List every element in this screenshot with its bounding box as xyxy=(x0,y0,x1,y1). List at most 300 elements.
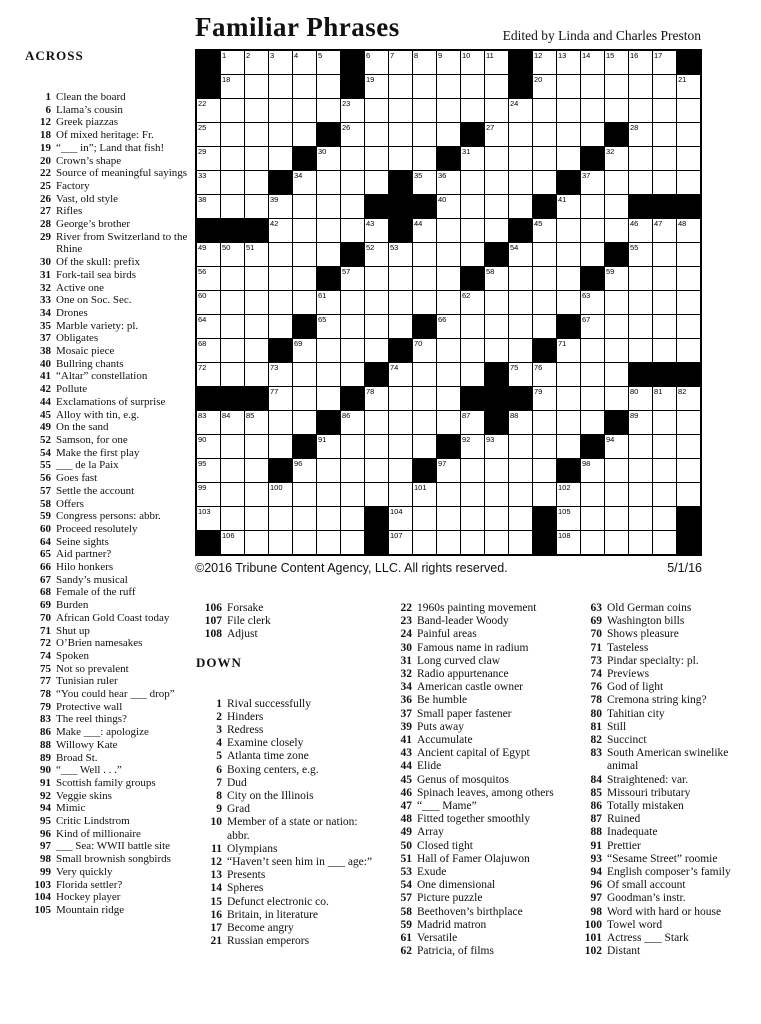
grid-cell[interactable] xyxy=(437,363,460,386)
grid-cell[interactable] xyxy=(197,459,220,482)
grid-cell[interactable] xyxy=(245,459,268,482)
grid-cell[interactable] xyxy=(413,291,436,314)
grid-cell[interactable] xyxy=(461,411,484,434)
grid-cell[interactable] xyxy=(413,51,436,74)
grid-cell[interactable] xyxy=(485,99,508,122)
grid-cell[interactable] xyxy=(629,75,652,98)
grid-cell[interactable] xyxy=(533,147,556,170)
grid-cell[interactable] xyxy=(365,411,388,434)
grid-cell[interactable] xyxy=(413,387,436,410)
grid-cell[interactable] xyxy=(677,243,700,266)
grid-cell[interactable] xyxy=(269,219,292,242)
grid-cell[interactable] xyxy=(197,267,220,290)
grid-cell[interactable] xyxy=(245,99,268,122)
grid-cell[interactable] xyxy=(317,171,340,194)
grid-cell[interactable] xyxy=(437,123,460,146)
grid-cell[interactable] xyxy=(557,507,580,530)
grid-cell[interactable] xyxy=(293,387,316,410)
grid-cell[interactable] xyxy=(413,147,436,170)
grid-cell[interactable] xyxy=(317,387,340,410)
grid-cell[interactable] xyxy=(389,411,412,434)
grid-cell[interactable] xyxy=(221,411,244,434)
grid-cell[interactable] xyxy=(221,267,244,290)
grid-cell[interactable] xyxy=(653,171,676,194)
grid-cell[interactable] xyxy=(413,75,436,98)
grid-cell[interactable] xyxy=(677,99,700,122)
grid-cell[interactable] xyxy=(341,531,364,554)
grid-cell[interactable] xyxy=(269,411,292,434)
grid-cell[interactable] xyxy=(485,123,508,146)
grid-cell[interactable] xyxy=(557,51,580,74)
grid-cell[interactable] xyxy=(245,123,268,146)
grid-cell[interactable] xyxy=(605,435,628,458)
grid-cell[interactable] xyxy=(317,243,340,266)
grid-cell[interactable] xyxy=(461,363,484,386)
grid-cell[interactable] xyxy=(389,531,412,554)
grid-cell[interactable] xyxy=(461,483,484,506)
grid-cell[interactable] xyxy=(653,483,676,506)
grid-cell[interactable] xyxy=(509,339,532,362)
grid-cell[interactable] xyxy=(677,171,700,194)
grid-cell[interactable] xyxy=(245,483,268,506)
grid-cell[interactable] xyxy=(629,387,652,410)
grid-cell[interactable] xyxy=(245,75,268,98)
grid-cell[interactable] xyxy=(653,99,676,122)
grid-cell[interactable] xyxy=(581,507,604,530)
grid-cell[interactable] xyxy=(605,339,628,362)
grid-cell[interactable] xyxy=(269,483,292,506)
grid-cell[interactable] xyxy=(629,435,652,458)
grid-cell[interactable] xyxy=(629,315,652,338)
grid-cell[interactable] xyxy=(413,531,436,554)
grid-cell[interactable] xyxy=(533,243,556,266)
grid-cell[interactable] xyxy=(461,291,484,314)
grid-cell[interactable] xyxy=(581,99,604,122)
grid-cell[interactable] xyxy=(653,531,676,554)
grid-cell[interactable] xyxy=(365,267,388,290)
grid-cell[interactable] xyxy=(389,75,412,98)
grid-cell[interactable] xyxy=(197,435,220,458)
grid-cell[interactable] xyxy=(557,267,580,290)
grid-cell[interactable] xyxy=(293,243,316,266)
grid-cell[interactable] xyxy=(509,171,532,194)
grid-cell[interactable] xyxy=(245,339,268,362)
grid-cell[interactable] xyxy=(293,195,316,218)
grid-cell[interactable] xyxy=(341,339,364,362)
grid-cell[interactable] xyxy=(605,99,628,122)
grid-cell[interactable] xyxy=(293,531,316,554)
grid-cell[interactable] xyxy=(341,363,364,386)
grid-cell[interactable] xyxy=(629,219,652,242)
grid-cell[interactable] xyxy=(293,99,316,122)
grid-cell[interactable] xyxy=(485,315,508,338)
grid-cell[interactable] xyxy=(317,507,340,530)
grid-cell[interactable] xyxy=(629,411,652,434)
grid-cell[interactable] xyxy=(269,99,292,122)
grid-cell[interactable] xyxy=(197,339,220,362)
grid-cell[interactable] xyxy=(461,315,484,338)
grid-cell[interactable] xyxy=(581,123,604,146)
grid-cell[interactable] xyxy=(533,459,556,482)
grid-cell[interactable] xyxy=(317,531,340,554)
grid-cell[interactable] xyxy=(221,363,244,386)
grid-cell[interactable] xyxy=(197,507,220,530)
grid-cell[interactable] xyxy=(557,531,580,554)
grid-cell[interactable] xyxy=(365,123,388,146)
grid-cell[interactable] xyxy=(365,51,388,74)
grid-cell[interactable] xyxy=(221,459,244,482)
grid-cell[interactable] xyxy=(653,315,676,338)
grid-cell[interactable] xyxy=(533,411,556,434)
grid-cell[interactable] xyxy=(365,171,388,194)
grid-cell[interactable] xyxy=(605,75,628,98)
grid-cell[interactable] xyxy=(629,483,652,506)
grid-cell[interactable] xyxy=(581,459,604,482)
grid-cell[interactable] xyxy=(413,123,436,146)
grid-cell[interactable] xyxy=(197,99,220,122)
grid-cell[interactable] xyxy=(605,387,628,410)
grid-cell[interactable] xyxy=(533,291,556,314)
grid-cell[interactable] xyxy=(293,459,316,482)
grid-cell[interactable] xyxy=(581,291,604,314)
grid-cell[interactable] xyxy=(413,435,436,458)
grid-cell[interactable] xyxy=(509,267,532,290)
grid-cell[interactable] xyxy=(365,483,388,506)
grid-cell[interactable] xyxy=(653,411,676,434)
grid-cell[interactable] xyxy=(485,459,508,482)
grid-cell[interactable] xyxy=(509,99,532,122)
grid-cell[interactable] xyxy=(221,315,244,338)
grid-cell[interactable] xyxy=(485,195,508,218)
grid-cell[interactable] xyxy=(341,267,364,290)
grid-cell[interactable] xyxy=(437,531,460,554)
grid-cell[interactable] xyxy=(581,363,604,386)
grid-cell[interactable] xyxy=(269,315,292,338)
grid-cell[interactable] xyxy=(437,99,460,122)
grid-cell[interactable] xyxy=(461,507,484,530)
grid-cell[interactable] xyxy=(677,147,700,170)
grid-cell[interactable] xyxy=(389,99,412,122)
grid-cell[interactable] xyxy=(293,339,316,362)
grid-cell[interactable] xyxy=(341,171,364,194)
grid-cell[interactable] xyxy=(245,291,268,314)
grid-cell[interactable] xyxy=(389,507,412,530)
grid-cell[interactable] xyxy=(341,315,364,338)
grid-cell[interactable] xyxy=(581,531,604,554)
grid-cell[interactable] xyxy=(413,339,436,362)
grid-cell[interactable] xyxy=(437,483,460,506)
grid-cell[interactable] xyxy=(629,51,652,74)
grid-cell[interactable] xyxy=(653,147,676,170)
grid-cell[interactable] xyxy=(437,291,460,314)
grid-cell[interactable] xyxy=(677,291,700,314)
grid-cell[interactable] xyxy=(317,363,340,386)
grid-cell[interactable] xyxy=(317,195,340,218)
grid-cell[interactable] xyxy=(629,123,652,146)
grid-cell[interactable] xyxy=(677,267,700,290)
grid-cell[interactable] xyxy=(341,195,364,218)
grid-cell[interactable] xyxy=(413,243,436,266)
grid-cell[interactable] xyxy=(653,123,676,146)
grid-cell[interactable] xyxy=(557,243,580,266)
grid-cell[interactable] xyxy=(605,171,628,194)
grid-cell[interactable] xyxy=(365,315,388,338)
grid-cell[interactable] xyxy=(269,531,292,554)
grid-cell[interactable] xyxy=(365,459,388,482)
grid-cell[interactable] xyxy=(269,435,292,458)
grid-cell[interactable] xyxy=(485,531,508,554)
grid-cell[interactable] xyxy=(533,363,556,386)
grid-cell[interactable] xyxy=(341,99,364,122)
grid-cell[interactable] xyxy=(341,435,364,458)
grid-cell[interactable] xyxy=(461,531,484,554)
grid-cell[interactable] xyxy=(341,123,364,146)
grid-cell[interactable] xyxy=(557,435,580,458)
grid-cell[interactable] xyxy=(341,147,364,170)
grid-cell[interactable] xyxy=(221,147,244,170)
grid-cell[interactable] xyxy=(581,483,604,506)
grid-cell[interactable] xyxy=(653,243,676,266)
grid-cell[interactable] xyxy=(557,483,580,506)
grid-cell[interactable] xyxy=(245,267,268,290)
grid-cell[interactable] xyxy=(365,75,388,98)
grid-cell[interactable] xyxy=(581,243,604,266)
grid-cell[interactable] xyxy=(485,51,508,74)
grid-cell[interactable] xyxy=(677,483,700,506)
grid-cell[interactable] xyxy=(365,339,388,362)
grid-cell[interactable] xyxy=(317,99,340,122)
grid-cell[interactable] xyxy=(221,75,244,98)
grid-cell[interactable] xyxy=(509,315,532,338)
grid-cell[interactable] xyxy=(509,411,532,434)
grid-cell[interactable] xyxy=(221,507,244,530)
grid-cell[interactable] xyxy=(581,219,604,242)
grid-cell[interactable] xyxy=(197,195,220,218)
grid-cell[interactable] xyxy=(605,459,628,482)
grid-cell[interactable] xyxy=(605,219,628,242)
grid-cell[interactable] xyxy=(485,435,508,458)
grid-cell[interactable] xyxy=(269,363,292,386)
grid-cell[interactable] xyxy=(653,459,676,482)
grid-cell[interactable] xyxy=(389,483,412,506)
grid-cell[interactable] xyxy=(677,339,700,362)
grid-cell[interactable] xyxy=(389,363,412,386)
grid-cell[interactable] xyxy=(389,459,412,482)
grid-cell[interactable] xyxy=(317,435,340,458)
grid-cell[interactable] xyxy=(293,171,316,194)
grid-cell[interactable] xyxy=(605,531,628,554)
grid-cell[interactable] xyxy=(509,291,532,314)
grid-cell[interactable] xyxy=(437,195,460,218)
grid-cell[interactable] xyxy=(389,267,412,290)
grid-cell[interactable] xyxy=(269,243,292,266)
grid-cell[interactable] xyxy=(629,147,652,170)
grid-cell[interactable] xyxy=(293,51,316,74)
grid-cell[interactable] xyxy=(197,411,220,434)
grid-cell[interactable] xyxy=(581,75,604,98)
grid-cell[interactable] xyxy=(677,75,700,98)
grid-cell[interactable] xyxy=(293,507,316,530)
grid-cell[interactable] xyxy=(509,459,532,482)
grid-cell[interactable] xyxy=(485,507,508,530)
grid-cell[interactable] xyxy=(677,435,700,458)
grid-cell[interactable] xyxy=(221,171,244,194)
grid-cell[interactable] xyxy=(461,243,484,266)
grid-cell[interactable] xyxy=(317,339,340,362)
grid-cell[interactable] xyxy=(605,147,628,170)
grid-cell[interactable] xyxy=(605,51,628,74)
grid-cell[interactable] xyxy=(293,219,316,242)
grid-cell[interactable] xyxy=(317,75,340,98)
grid-cell[interactable] xyxy=(485,291,508,314)
grid-cell[interactable] xyxy=(413,171,436,194)
grid-cell[interactable] xyxy=(269,267,292,290)
grid-cell[interactable] xyxy=(413,363,436,386)
grid-cell[interactable] xyxy=(605,315,628,338)
grid-cell[interactable] xyxy=(221,531,244,554)
grid-cell[interactable] xyxy=(677,219,700,242)
grid-cell[interactable] xyxy=(245,363,268,386)
grid-cell[interactable] xyxy=(245,411,268,434)
grid-cell[interactable] xyxy=(245,435,268,458)
grid-cell[interactable] xyxy=(317,483,340,506)
grid-cell[interactable] xyxy=(557,411,580,434)
grid-cell[interactable] xyxy=(509,483,532,506)
grid-cell[interactable] xyxy=(389,243,412,266)
grid-cell[interactable] xyxy=(293,411,316,434)
grid-cell[interactable] xyxy=(389,123,412,146)
grid-cell[interactable] xyxy=(629,171,652,194)
grid-cell[interactable] xyxy=(485,483,508,506)
grid-cell[interactable] xyxy=(653,339,676,362)
grid-cell[interactable] xyxy=(437,171,460,194)
grid-cell[interactable] xyxy=(365,243,388,266)
grid-cell[interactable] xyxy=(365,291,388,314)
grid-cell[interactable] xyxy=(437,459,460,482)
grid-cell[interactable] xyxy=(437,387,460,410)
grid-cell[interactable] xyxy=(557,339,580,362)
grid-cell[interactable] xyxy=(197,171,220,194)
grid-cell[interactable] xyxy=(653,507,676,530)
grid-cell[interactable] xyxy=(581,411,604,434)
grid-cell[interactable] xyxy=(197,363,220,386)
grid-cell[interactable] xyxy=(269,147,292,170)
grid-cell[interactable] xyxy=(509,531,532,554)
grid-cell[interactable] xyxy=(413,483,436,506)
grid-cell[interactable] xyxy=(317,291,340,314)
grid-cell[interactable] xyxy=(533,51,556,74)
grid-cell[interactable] xyxy=(629,243,652,266)
grid-cell[interactable] xyxy=(245,315,268,338)
grid-cell[interactable] xyxy=(437,51,460,74)
grid-cell[interactable] xyxy=(533,387,556,410)
grid-cell[interactable] xyxy=(653,75,676,98)
grid-cell[interactable] xyxy=(653,435,676,458)
grid-cell[interactable] xyxy=(317,51,340,74)
grid-cell[interactable] xyxy=(653,267,676,290)
grid-cell[interactable] xyxy=(341,483,364,506)
grid-cell[interactable] xyxy=(221,339,244,362)
grid-cell[interactable] xyxy=(485,171,508,194)
grid-cell[interactable] xyxy=(365,387,388,410)
grid-cell[interactable] xyxy=(245,243,268,266)
grid-cell[interactable] xyxy=(653,219,676,242)
grid-cell[interactable] xyxy=(629,267,652,290)
grid-cell[interactable] xyxy=(389,147,412,170)
grid-cell[interactable] xyxy=(629,507,652,530)
grid-cell[interactable] xyxy=(677,459,700,482)
grid-cell[interactable] xyxy=(341,459,364,482)
grid-cell[interactable] xyxy=(533,435,556,458)
grid-cell[interactable] xyxy=(293,483,316,506)
grid-cell[interactable] xyxy=(485,339,508,362)
grid-cell[interactable] xyxy=(341,219,364,242)
grid-cell[interactable] xyxy=(461,147,484,170)
grid-cell[interactable] xyxy=(221,123,244,146)
grid-cell[interactable] xyxy=(341,411,364,434)
grid-cell[interactable] xyxy=(389,435,412,458)
grid-cell[interactable] xyxy=(365,99,388,122)
grid-cell[interactable] xyxy=(437,267,460,290)
grid-cell[interactable] xyxy=(509,435,532,458)
grid-cell[interactable] xyxy=(389,315,412,338)
grid-cell[interactable] xyxy=(269,291,292,314)
grid-cell[interactable] xyxy=(461,435,484,458)
grid-cell[interactable] xyxy=(269,387,292,410)
grid-cell[interactable] xyxy=(413,507,436,530)
grid-cell[interactable] xyxy=(413,219,436,242)
grid-cell[interactable] xyxy=(557,363,580,386)
grid-cell[interactable] xyxy=(581,315,604,338)
grid-cell[interactable] xyxy=(293,363,316,386)
grid-cell[interactable] xyxy=(653,51,676,74)
grid-cell[interactable] xyxy=(437,219,460,242)
grid-cell[interactable] xyxy=(461,459,484,482)
grid-cell[interactable] xyxy=(197,483,220,506)
grid-cell[interactable] xyxy=(269,75,292,98)
grid-cell[interactable] xyxy=(509,123,532,146)
grid-cell[interactable] xyxy=(437,507,460,530)
grid-cell[interactable] xyxy=(437,339,460,362)
grid-cell[interactable] xyxy=(557,99,580,122)
grid-cell[interactable] xyxy=(293,291,316,314)
grid-cell[interactable] xyxy=(365,147,388,170)
grid-cell[interactable] xyxy=(221,483,244,506)
grid-cell[interactable] xyxy=(629,291,652,314)
grid-cell[interactable] xyxy=(413,267,436,290)
grid-cell[interactable] xyxy=(605,507,628,530)
grid-cell[interactable] xyxy=(341,291,364,314)
grid-cell[interactable] xyxy=(605,195,628,218)
grid-cell[interactable] xyxy=(533,123,556,146)
grid-cell[interactable] xyxy=(221,435,244,458)
grid-cell[interactable] xyxy=(197,315,220,338)
grid-cell[interactable] xyxy=(605,291,628,314)
grid-cell[interactable] xyxy=(653,387,676,410)
grid-cell[interactable] xyxy=(509,243,532,266)
grid-cell[interactable] xyxy=(509,147,532,170)
grid-cell[interactable] xyxy=(557,123,580,146)
grid-cell[interactable] xyxy=(413,99,436,122)
grid-cell[interactable] xyxy=(557,387,580,410)
grid-cell[interactable] xyxy=(509,507,532,530)
grid-cell[interactable] xyxy=(557,147,580,170)
grid-cell[interactable] xyxy=(461,51,484,74)
grid-cell[interactable] xyxy=(293,267,316,290)
grid-cell[interactable] xyxy=(485,147,508,170)
grid-cell[interactable] xyxy=(605,483,628,506)
grid-cell[interactable] xyxy=(533,483,556,506)
